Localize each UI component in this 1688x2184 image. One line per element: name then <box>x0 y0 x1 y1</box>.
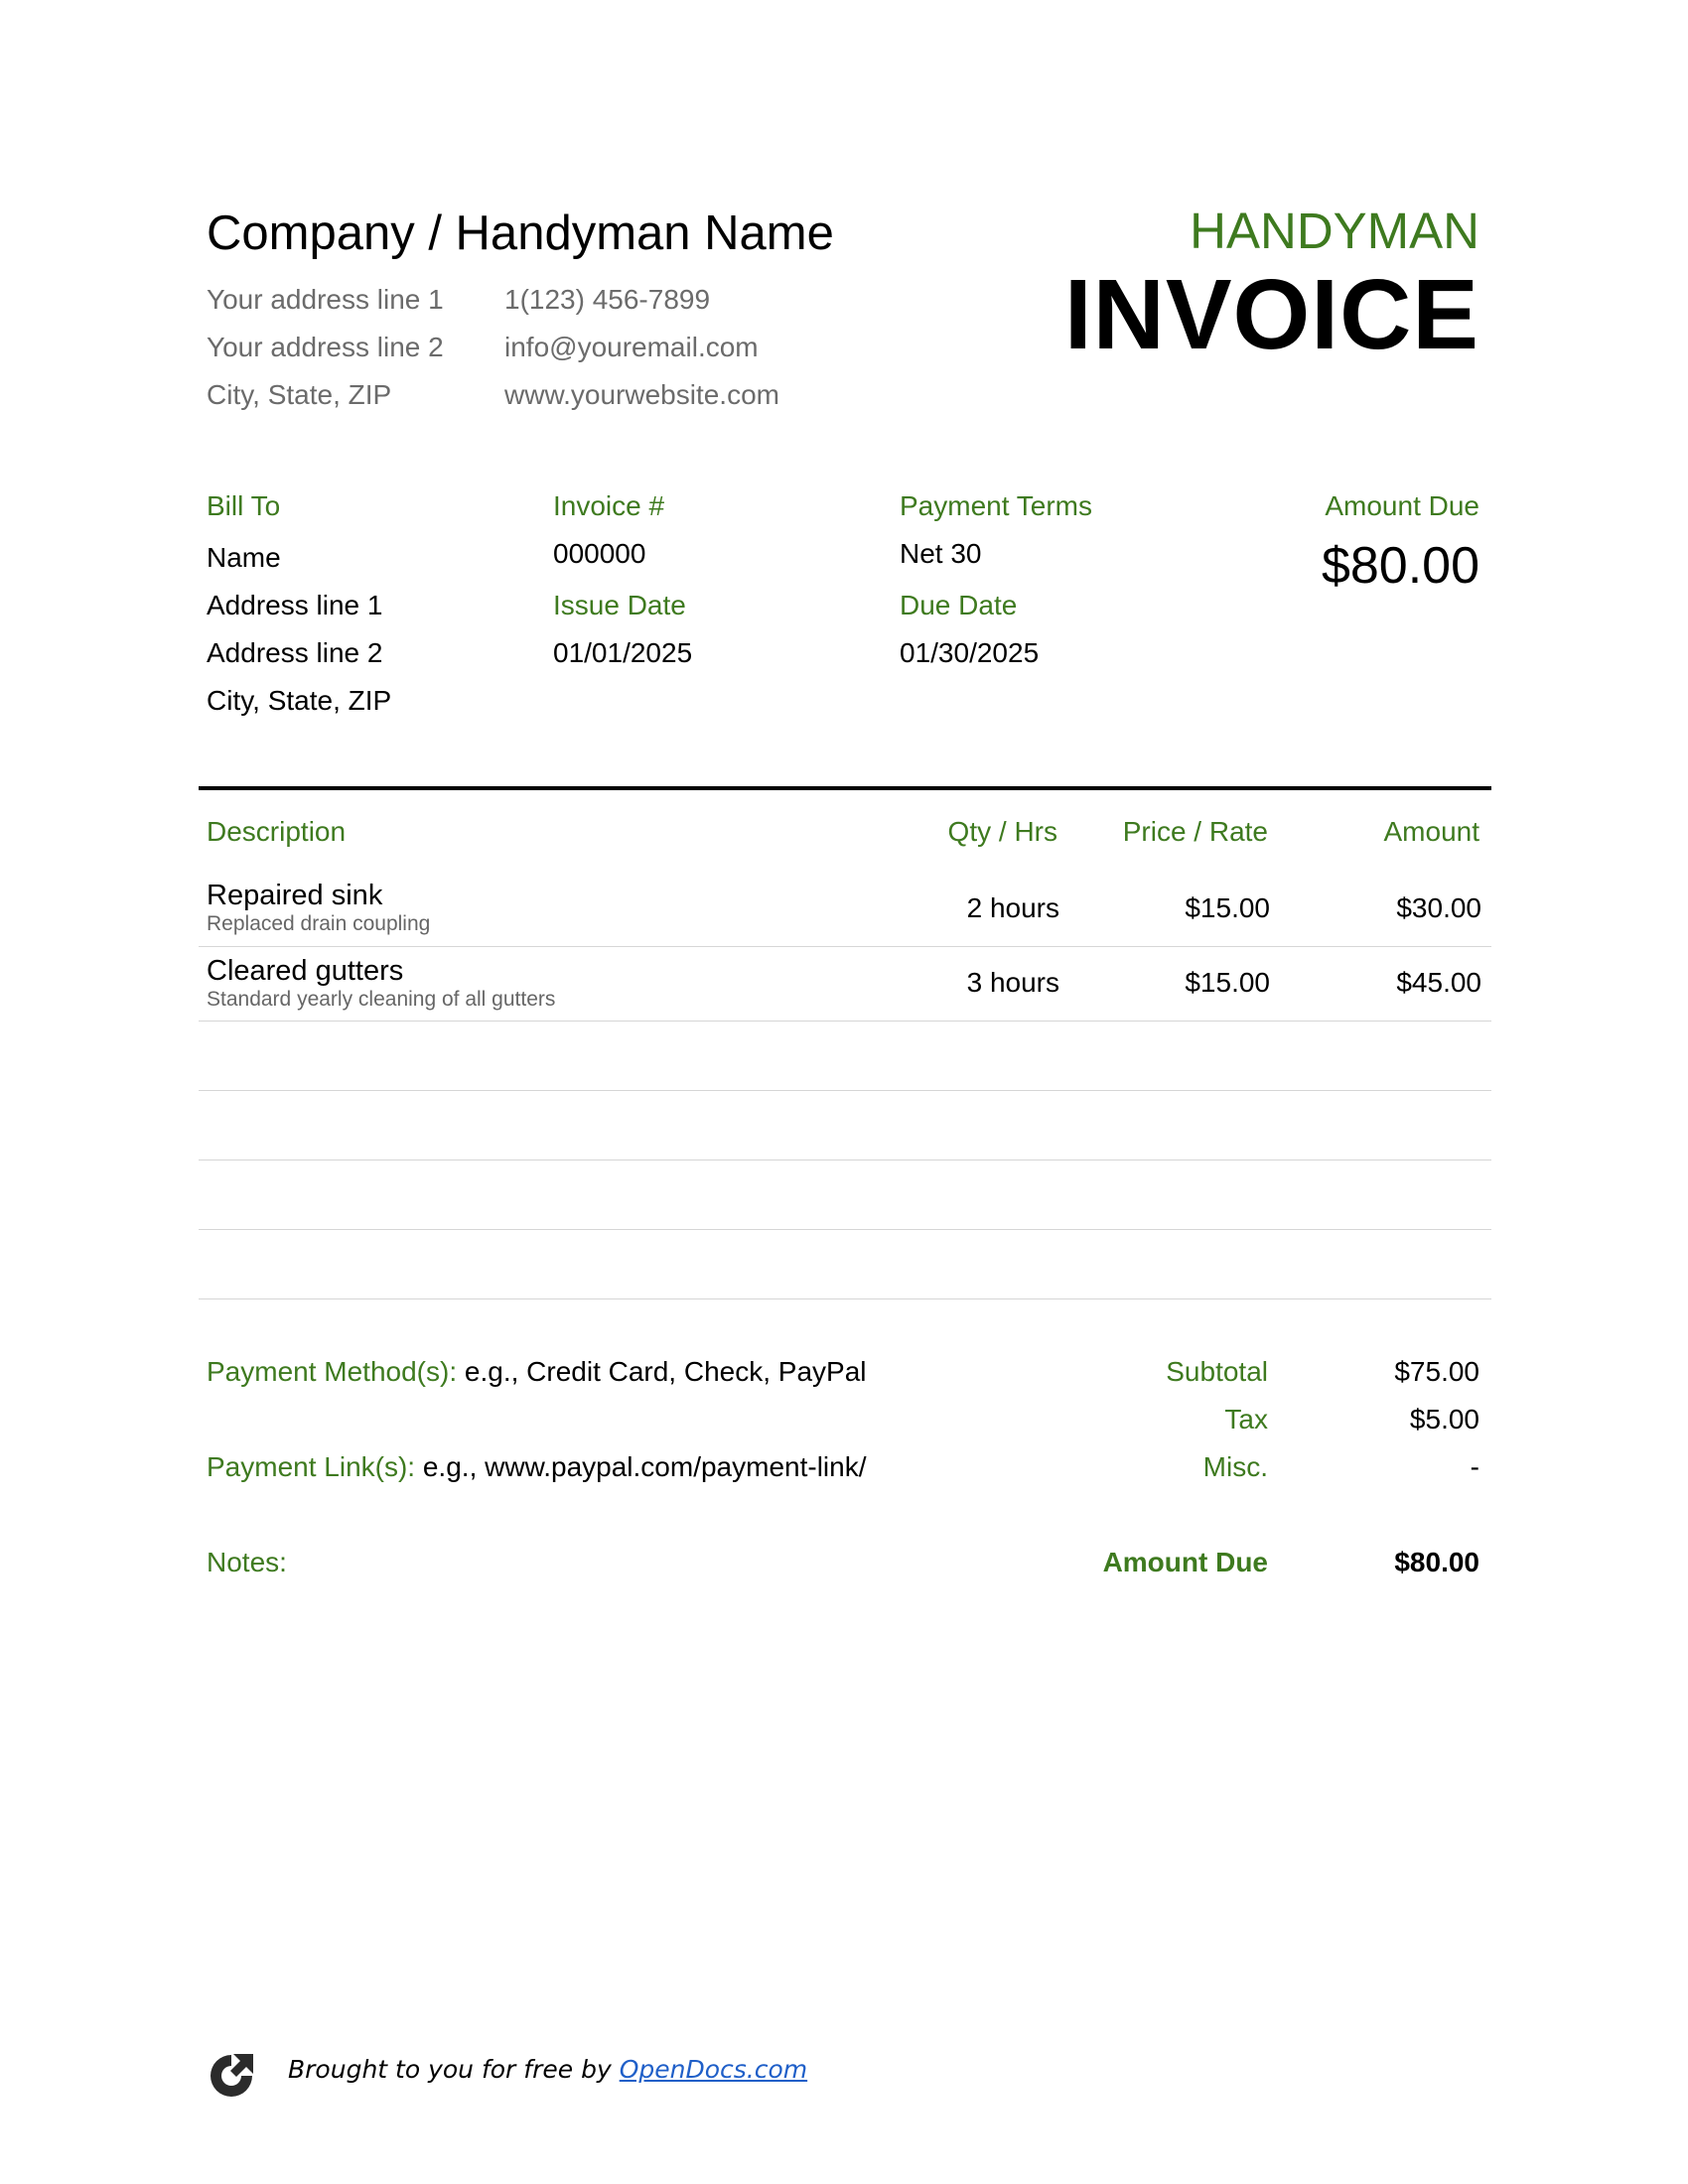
table-row-empty <box>199 1230 1491 1299</box>
payment-method-value: e.g., Credit Card, Check, PayPal <box>464 1356 867 1387</box>
payment-method-label: Payment Method(s): <box>207 1356 458 1387</box>
payment-link-value: e.g., www.paypal.com/payment-link/ <box>422 1451 867 1482</box>
footer-text: Brought to you for free by <box>288 2055 620 2084</box>
payment-terms-label: Payment Terms <box>900 490 1092 521</box>
item-description: Standard yearly cleaning of all gutters <box>207 988 556 1011</box>
subtotal-value: $75.00 <box>1394 1356 1479 1387</box>
item-qty: 3 hours <box>966 967 1059 998</box>
subtotal-label: Subtotal <box>1166 1356 1268 1387</box>
notes-label: Notes: <box>207 1547 287 1577</box>
col-header-qty: Qty / Hrs <box>947 816 1057 847</box>
invoice-title: INVOICE <box>1063 259 1479 370</box>
bill-to-line: Address line 2 <box>207 637 383 668</box>
item-amount: $30.00 <box>1396 892 1481 923</box>
website: www.yourwebsite.com <box>504 379 779 410</box>
bill-to-line: City, State, ZIP <box>207 685 392 716</box>
email: info@youremail.com <box>504 332 759 362</box>
company-contact <box>504 276 779 419</box>
item-amount: $45.00 <box>1396 967 1481 998</box>
table-row <box>199 947 1491 1022</box>
col-header-price: Price / Rate <box>1122 816 1268 847</box>
item-description: Replaced drain coupling <box>207 912 431 935</box>
table-top-rule <box>199 786 1491 790</box>
col-header-amount: Amount <box>1383 816 1479 847</box>
bill-to-line: Address line 1 <box>207 590 383 620</box>
bill-to-label: Bill To <box>207 490 281 521</box>
table-row-empty <box>199 1091 1491 1160</box>
total-amount-due-value: $80.00 <box>1394 1547 1479 1577</box>
opendocs-logo-icon <box>207 2051 256 2101</box>
item-title: Repaired sink <box>207 880 383 911</box>
address-line: City, State, ZIP <box>207 379 392 410</box>
footer-credit <box>288 2053 807 2087</box>
table-row-empty <box>199 1022 1491 1091</box>
misc-value: - <box>1470 1451 1479 1482</box>
col-header-description: Description <box>207 816 347 847</box>
misc-label: Misc. <box>1202 1451 1268 1482</box>
payment-link-label: Payment Link(s): <box>207 1451 416 1482</box>
company-name: Company / Handyman Name <box>207 206 834 260</box>
invoice-number-label: Invoice # <box>553 490 665 521</box>
bill-to-block <box>207 534 391 725</box>
issue-date: 01/01/2025 <box>553 637 693 668</box>
item-price: $15.00 <box>1185 967 1270 998</box>
amount-due-value: $80.00 <box>1321 537 1479 595</box>
company-address <box>207 276 444 419</box>
payment-terms: Net 30 <box>900 538 982 569</box>
payment-link <box>207 1447 867 1487</box>
item-title: Cleared gutters <box>207 955 404 987</box>
item-price: $15.00 <box>1185 892 1270 923</box>
tax-value: $5.00 <box>1409 1404 1479 1434</box>
address-line: Your address line 2 <box>207 332 444 362</box>
tax-label: Tax <box>1224 1404 1268 1434</box>
invoice-type: HANDYMAN <box>1190 203 1479 259</box>
phone: 1(123) 456-7899 <box>504 284 711 315</box>
due-date-label: Due Date <box>900 590 1018 620</box>
table-row <box>199 872 1491 947</box>
table-row-empty <box>199 1160 1491 1230</box>
payment-method <box>207 1352 867 1392</box>
total-amount-due-label: Amount Due <box>1102 1547 1268 1577</box>
bill-to-line: Name <box>207 542 281 573</box>
issue-date-label: Issue Date <box>553 590 686 620</box>
amount-due-label: Amount Due <box>1325 490 1479 521</box>
address-line: Your address line 1 <box>207 284 444 315</box>
due-date: 01/30/2025 <box>900 637 1040 668</box>
item-qty: 2 hours <box>966 892 1059 923</box>
footer-link[interactable]: OpenDocs.com <box>619 2055 808 2084</box>
invoice-number: 000000 <box>553 538 646 569</box>
